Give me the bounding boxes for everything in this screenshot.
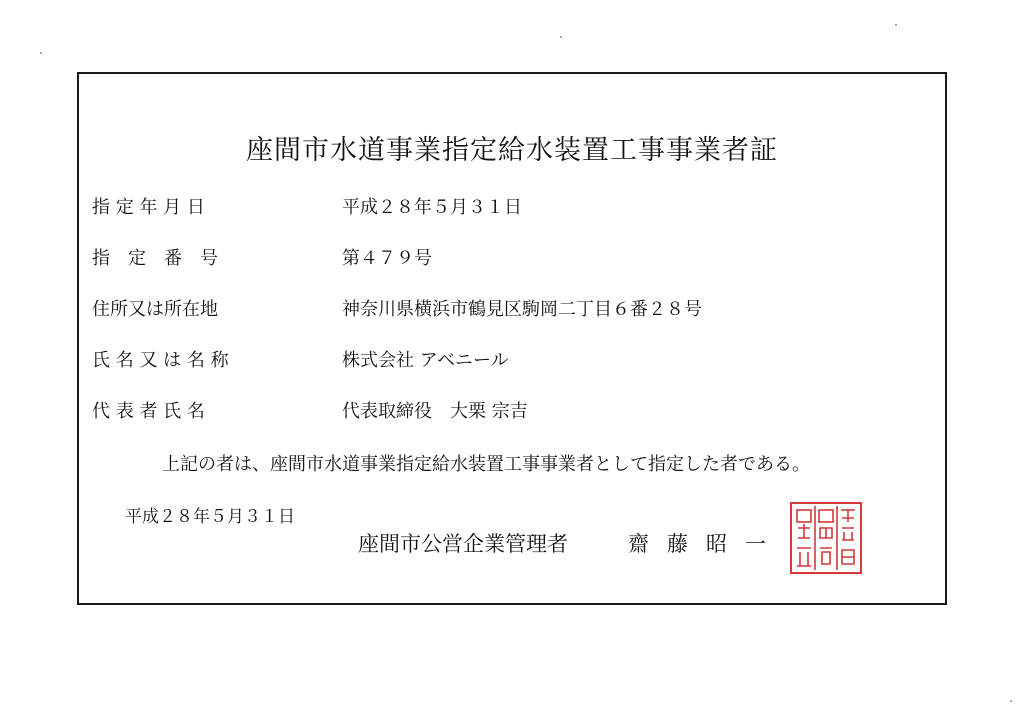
issuer-title: 座間市公営企業管理者 (358, 532, 568, 556)
official-seal-icon (790, 502, 862, 574)
field-value-designation-date: 平成２８年５月３１日 (342, 197, 522, 218)
certificate-statement: 上記の者は、座間市水道事業指定給水装置工事事業者として指定した者である。 (162, 454, 810, 475)
scan-speck (560, 36, 562, 38)
scan-speck (1010, 700, 1012, 702)
scan-speck (895, 24, 897, 26)
field-value-company-name: 株式会社 アベニール (342, 350, 509, 371)
seal-glyphs (792, 504, 860, 572)
field-label-address: 住所又は所在地 (92, 299, 218, 320)
field-value-representative: 代表取締役 大栗 宗吉 (342, 401, 528, 422)
field-label-designation-date: 指 定 年 月 日 (92, 197, 205, 218)
certificate-title: 座間市水道事業指定給水装置工事事業者証 (246, 135, 778, 166)
field-label-company-name: 氏 名 又 は 名 称 (92, 350, 229, 371)
field-value-address: 神奈川県横浜市鶴見区駒岡二丁目６番２８号 (342, 299, 702, 320)
field-value-designation-number: 第４７９号 (342, 248, 432, 269)
issue-date: 平成２８年５月３１日 (125, 507, 295, 527)
field-label-representative: 代 表 者 氏 名 (92, 401, 205, 422)
scan-speck (40, 52, 42, 54)
field-label-designation-number: 指 定 番 号 (92, 248, 218, 269)
issuer-name: 齋藤昭一 (628, 532, 784, 556)
